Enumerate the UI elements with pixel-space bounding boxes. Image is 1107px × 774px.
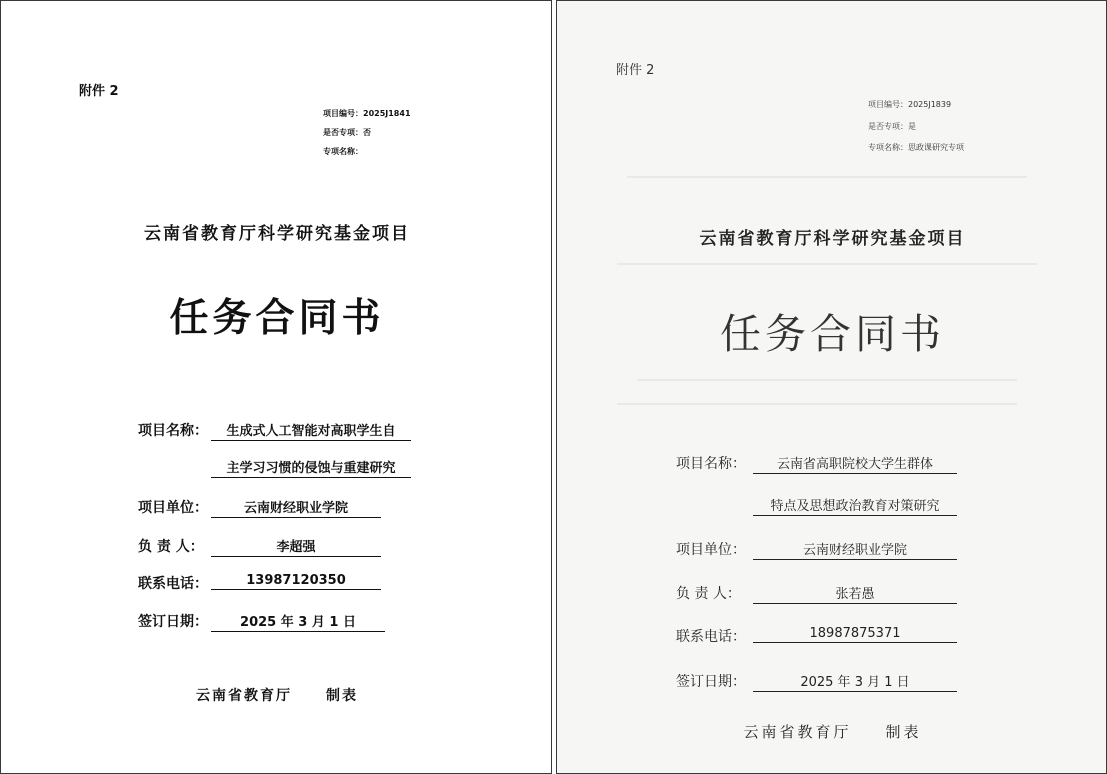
project-unit-value: 云南财经职业学院 bbox=[753, 539, 957, 560]
leader-label: 负 责 人： bbox=[138, 539, 204, 555]
date-label: 签订日期： bbox=[138, 614, 208, 630]
fund-title: 云南省教育厅科学研究基金项目 bbox=[699, 229, 966, 249]
project-number: 项目编号：2025J1841 bbox=[323, 109, 411, 118]
document-title: 任务合同书 bbox=[169, 296, 385, 341]
scan-bleed bbox=[617, 403, 1017, 405]
project-name-label: 项目名称： bbox=[138, 423, 208, 439]
issuer-name: 云南省教育厅 bbox=[743, 723, 852, 741]
issuer-suffix: 制表 bbox=[326, 688, 358, 704]
issuer-line bbox=[557, 721, 1107, 742]
project-unit-label: 项目单位： bbox=[676, 542, 746, 558]
date-value: 2025 年 3 月 1 日 bbox=[753, 671, 957, 692]
project-name-line1: 云南省高职院校大学生群体 bbox=[753, 453, 957, 474]
leader-value: 张若愚 bbox=[753, 583, 957, 604]
phone-value: 13987120350 bbox=[211, 573, 381, 590]
special-flag: 是否专项：否 bbox=[323, 128, 371, 137]
special-name: 专项名称：思政课研究专项 bbox=[868, 143, 964, 152]
scan-bleed bbox=[637, 379, 1017, 381]
leader-label: 负 责 人： bbox=[676, 586, 741, 602]
issuer-suffix: 制表 bbox=[885, 723, 922, 741]
attachment-label: 附件 2 bbox=[616, 63, 655, 78]
date-label: 签订日期： bbox=[676, 674, 746, 690]
issuer-line bbox=[1, 685, 552, 705]
contract-page-left bbox=[0, 0, 552, 774]
document-title: 任务合同书 bbox=[720, 310, 945, 358]
scan-bleed bbox=[627, 176, 1027, 178]
project-name-line2: 主学习习惯的侵蚀与重建研究 bbox=[211, 457, 411, 478]
special-name: 专项名称： bbox=[323, 147, 363, 156]
project-name-label: 项目名称： bbox=[676, 456, 746, 472]
phone-label: 联系电话： bbox=[138, 576, 208, 592]
project-name-line1: 生成式人工智能对高职学生自 bbox=[211, 420, 411, 441]
leader-value: 李超强 bbox=[211, 536, 381, 557]
special-flag: 是否专项：是 bbox=[868, 122, 916, 131]
attachment-label: 附件 2 bbox=[79, 84, 119, 99]
fund-title: 云南省教育厅科学研究基金项目 bbox=[144, 224, 410, 244]
project-unit-label: 项目单位： bbox=[138, 500, 208, 516]
contract-page-right bbox=[556, 0, 1107, 774]
phone-label: 联系电话： bbox=[676, 629, 746, 645]
date-value: 2025 年 3 月 1 日 bbox=[211, 611, 385, 632]
phone-value: 18987875371 bbox=[753, 626, 957, 643]
project-unit-value: 云南财经职业学院 bbox=[211, 497, 381, 518]
project-number: 项目编号：2025J1839 bbox=[868, 100, 952, 109]
scan-bleed bbox=[617, 263, 1037, 265]
project-name-line2: 特点及思想政治教育对策研究 bbox=[753, 495, 957, 516]
issuer-name: 云南省教育厅 bbox=[196, 688, 292, 704]
